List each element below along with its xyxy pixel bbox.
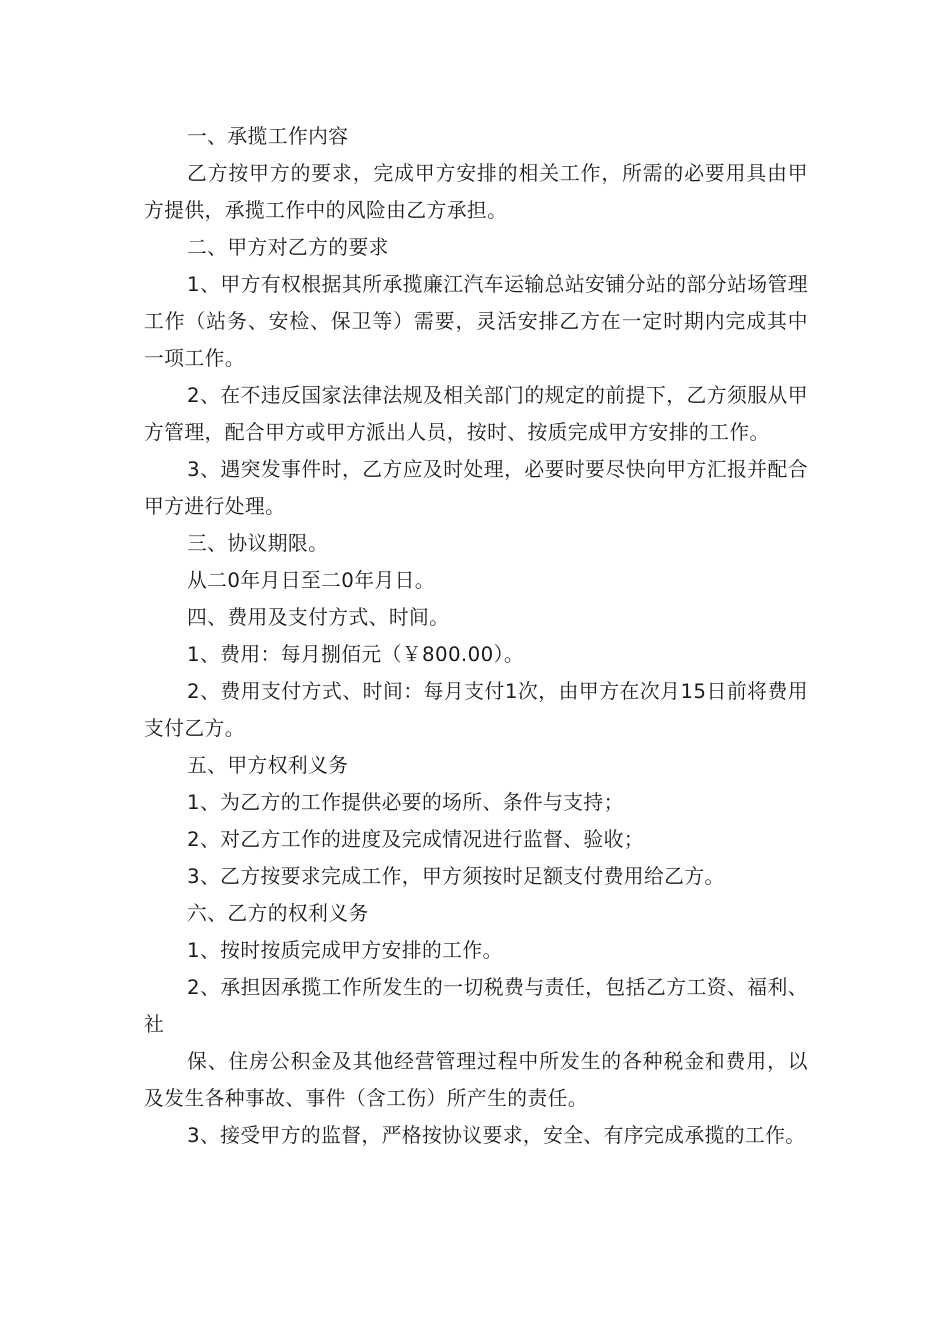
paragraph: 1、甲方有权根据其所承揽廉江汽车运输总站安铺分站的部分站场管理工作（站务、安检、保卫等）需要，灵活安排乙方在一定时期内完成其中一项工作。	[144, 273, 808, 370]
section-heading-1: 一、承揽工作内容	[187, 125, 349, 148]
paragraph: 1、按时按质完成甲方安排的工作。	[187, 939, 503, 962]
paragraph: 2、承担因承揽工作所发生的一切税费与责任，包括乙方工资、福利、社	[144, 976, 808, 1036]
document-body	[144, 118, 808, 1154]
paragraph: 3、遇突发事件时，乙方应及时处理，必要时要尽快向甲方汇报并配合甲方进行处理。	[144, 458, 808, 518]
paragraph: 乙方按甲方的要求，完成甲方安排的相关工作，所需的必要用具由甲方提供，承揽工作中的风险由乙方承担。	[144, 162, 808, 222]
paragraph: 1、费用：每月捌佰元（￥800.00）。	[187, 643, 525, 666]
paragraph: 从二0年月日至二0年月日。	[187, 569, 435, 592]
paragraph: 3、接受甲方的监督，严格按协议要求，安全、有序完成承揽的工作。	[187, 1124, 806, 1147]
section-heading-2: 二、甲方对乙方的要求	[187, 236, 389, 259]
paragraph: 1、为乙方的工作提供必要的场所、条件与支持；	[187, 791, 624, 814]
section-heading-6: 六、乙方的权利义务	[187, 902, 369, 925]
paragraph: 2、费用支付方式、时间：每月支付1次，由甲方在次月15日前将费用支付乙方。	[144, 680, 808, 740]
paragraph: 2、在不违反国家法律法规及相关部门的规定的前提下，乙方须服从甲方管理，配合甲方或甲方派出人员，按时、按质完成甲方安排的工作。	[144, 384, 808, 444]
paragraph: 2、对乙方工作的进度及完成情况进行监督、验收；	[187, 828, 644, 851]
paragraph: 3、乙方按要求完成工作，甲方须按时足额支付费用给乙方。	[187, 865, 725, 888]
section-heading-5: 五、甲方权利义务	[187, 754, 349, 777]
section-heading-4: 四、费用及支付方式、时间。	[187, 606, 450, 629]
section-heading-3: 三、协议期限。	[187, 532, 329, 555]
paragraph: 保、住房公积金及其他经营管理过程中所发生的各种税金和费用，以及发生各种事故、事件（含工伤）所产生的责任。	[144, 1050, 808, 1110]
